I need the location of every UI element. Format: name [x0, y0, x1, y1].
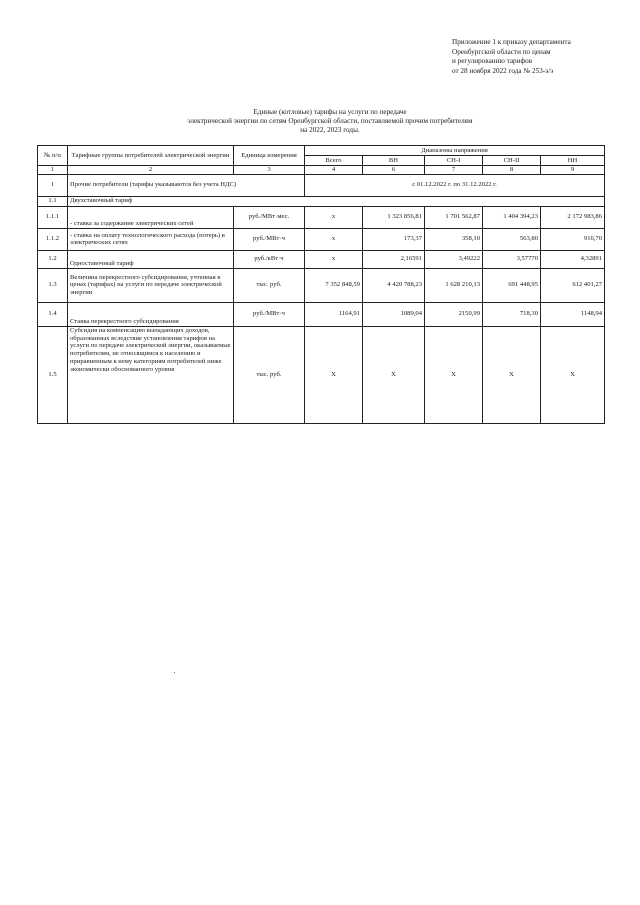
cell-sn1: 1 701 562,87 [425, 206, 483, 228]
cell-vn: 173,37 [363, 228, 425, 250]
header-vn: ВН [363, 156, 425, 166]
index-cell: 1 [38, 166, 68, 175]
cell-sn1: 2150,99 [425, 302, 483, 326]
document-title [150, 108, 510, 134]
cell-sn2: 563,80 [483, 228, 541, 250]
cell-nn: 916,70 [541, 228, 605, 250]
header-line-1: Приложение 1 к приказу департамента [452, 38, 571, 46]
cell-vn: 4 420 788,23 [363, 268, 425, 302]
row-name: - ставка за содержание электрических сетей [68, 206, 234, 228]
row-num: 1 [38, 174, 68, 196]
header-num: № п/п [38, 146, 68, 166]
index-cell: 9 [541, 166, 605, 175]
row-num: 1.5 [38, 326, 68, 423]
index-cell: 3 [234, 166, 305, 175]
index-cell: 2 [68, 166, 234, 175]
row-name: Величина перекрестного субсидирования, учтенная в ценах (тарифах) на услуги по передаче электрической энергии [68, 268, 234, 302]
cell-sn1: 1 628 210,13 [425, 268, 483, 302]
row-period: с 01.12.2022 г. по 31.12.2022 г. [305, 174, 605, 196]
cell-vn: 1 323 856,81 [363, 206, 425, 228]
title-line-2: электрической энергии по сетям Оренбургской области, поставляемой прочим потребителям [187, 116, 473, 125]
cell-sn2: 3,57770 [483, 250, 541, 268]
cell-total: х [305, 206, 363, 228]
title-line-3: на 2022, 2023 годы. [300, 125, 360, 134]
header-nn: НН [541, 156, 605, 166]
table-index-row [38, 166, 605, 175]
index-cell: 8 [483, 166, 541, 175]
header-ranges: Диапазоны напряжения [305, 146, 605, 156]
cell-nn: 2 172 983,86 [541, 206, 605, 228]
row-num: 1.1.2 [38, 228, 68, 250]
cell-sn1: Х [425, 326, 483, 423]
row-num: 1.1 [38, 196, 68, 206]
header-line-4: от 28 ноября 2022 года № 253-э/э [452, 66, 554, 75]
row-name: Прочие потребители (тарифы указываются без учета НДС) [68, 174, 305, 196]
row-num: 1.4 [38, 302, 68, 326]
header-sn2: СН-II [483, 156, 541, 166]
cell-nn: 612 401,27 [541, 268, 605, 302]
cell-total: Х [305, 326, 363, 423]
index-cell: 4 [305, 166, 363, 175]
row-name: Субсидия на компенсацию выпадающих доходов, образованных вследствие установления тарифов на услуги по передаче электрической энергии, оказываемые потребителям, не относящимся к населению и приравненным к нему категориям потребителей ниже экономически обоснованного уровня [68, 326, 234, 423]
header-line-2: Оренбургской области по ценам [452, 47, 551, 56]
cell-total: х [305, 250, 363, 268]
table-row [38, 326, 605, 423]
table-row [38, 268, 605, 302]
row-num: 1.1.1 [38, 206, 68, 228]
table-row [38, 228, 605, 250]
cell-total: х [305, 228, 363, 250]
header-group: Тарифные группы потребителей электрической энергии [68, 146, 234, 166]
row-unit: руб./кВт·ч [234, 250, 305, 268]
cell-sn1: 3,49222 [425, 250, 483, 268]
row-num: 1.3 [38, 268, 68, 302]
row-name: - ставка на оплату технологического расхода (потерь) в электрических сетях [68, 228, 234, 250]
cell-total: 1164,91 [305, 302, 363, 326]
document-header [452, 38, 632, 76]
header-sn1: СН-I [425, 156, 483, 166]
cell-sn2: 718,30 [483, 302, 541, 326]
index-cell: 7 [425, 166, 483, 175]
index-cell: 6 [363, 166, 425, 175]
cell-sn2: 1 404 394,23 [483, 206, 541, 228]
cell-vn: 2,16591 [363, 250, 425, 268]
cell-vn: Х [363, 326, 425, 423]
row-num: 1.2 [38, 250, 68, 268]
row-name: Одноставочный тариф [68, 250, 234, 268]
table-header-row [38, 146, 605, 156]
cell-total: 7 352 848,59 [305, 268, 363, 302]
header-line-3: и регулированию тарифов [452, 57, 533, 66]
table-row [38, 206, 605, 228]
cell-sn1: 358,10 [425, 228, 483, 250]
cell-nn: 1148,94 [541, 302, 605, 326]
cell-sn2: Х [483, 326, 541, 423]
table-row [38, 174, 605, 196]
header-unit: Единица измерения [234, 146, 305, 166]
table-row [38, 302, 605, 326]
row-name: Ставка перекрестного субсидирования [68, 302, 234, 326]
row-unit: руб./МВт·мес. [234, 206, 305, 228]
cell-nn: Х [541, 326, 605, 423]
tariff-table [37, 145, 605, 424]
header-total: Всего [305, 156, 363, 166]
cell-vn: 1089,04 [363, 302, 425, 326]
row-name: Двухставочный тариф [68, 196, 605, 206]
table-row [38, 250, 605, 268]
row-unit: руб./МВт·ч [234, 228, 305, 250]
row-unit: тыс. руб. [234, 326, 305, 423]
cell-nn: 4,32891 [541, 250, 605, 268]
table-row [38, 196, 605, 206]
row-unit: руб./МВт·ч [234, 302, 305, 326]
cell-sn2: 691 448,95 [483, 268, 541, 302]
row-unit: тыс. руб. [234, 268, 305, 302]
title-line-1: Единые (котловые) тарифы на услуги по передаче [253, 108, 407, 116]
scan-speck [174, 672, 175, 673]
